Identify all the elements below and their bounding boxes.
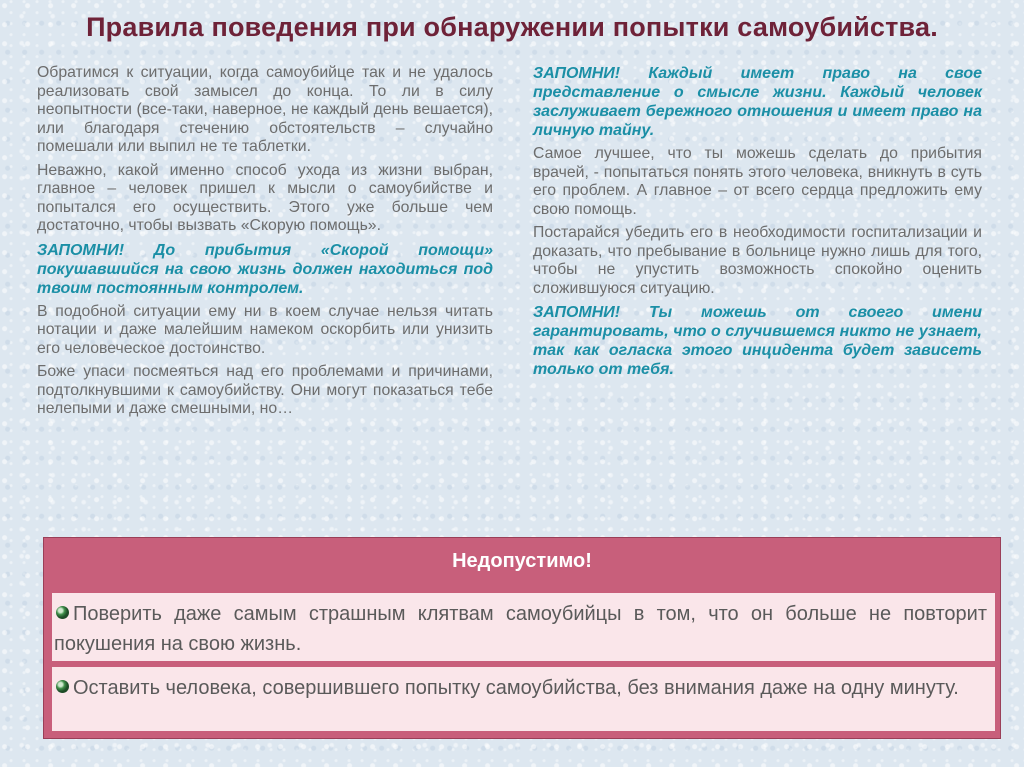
remember-keyword: ЗАПОМНИ! [533, 304, 621, 321]
left-remember-note [37, 241, 493, 298]
right-remember-note-1 [533, 64, 982, 140]
green-sphere-bullet-icon [56, 680, 69, 693]
left-paragraph-1: Обратимся к ситуации, когда самоубийце так и не удалось реализовать свой замысел до конца. То ли в силу неопытности (все-таки, наверное, не каждый день вешается), или благодаря стечению обстоятельств – случайно помешали или выпил не те таблетки. [37, 64, 493, 155]
remember-text: Каждый имеет право на свое представление о смысле жизни. Каждый человек заслуживает бережного отношения и имеет право на личную тайну. [533, 65, 982, 139]
banner-item-text: Оставить человека, совершившего попытку самоубийства, без внимания даже на одну минуту. [73, 677, 959, 699]
remember-keyword: ЗАПОМНИ! [533, 65, 621, 82]
right-paragraph-2: Постарайся убедить его в необходимости госпитализации и доказать, что пребывание в больнице нужно лишь для того, чтобы не упустить возможность спокойно оценить сложившуюся ситуацию. [533, 224, 982, 297]
green-sphere-bullet-icon [56, 606, 69, 619]
left-paragraph-3: В подобной ситуации ему ни в коем случае нельзя читать нотации и даже малейшим намеком оскорбить или унизить его человеческое достоинство. [37, 302, 493, 357]
banner-item-text: Поверить даже самым страшным клятвам самоубийцы в том, что он больше не повторит покушения на свою жизнь. [54, 603, 987, 655]
banner-item [52, 593, 995, 661]
right-column [533, 64, 982, 384]
left-paragraph-4: Боже упаси посмеяться над его проблемами и причинами, подтолкнувшими к самоубийству. Они могут показаться тебе нелепыми и даже смешными, но… [37, 363, 493, 417]
banner-item [52, 667, 995, 731]
slide-title: Правила поведения при обнаружении попытки самоубийства. [86, 12, 938, 42]
left-column [37, 64, 493, 424]
remember-text: Ты можешь от своего имени гарантировать, что о случившемся никто не узнает, так как огласка этого инцидента будет зависеть только от тебя. [533, 304, 982, 378]
forbidden-banner [43, 537, 1001, 739]
right-paragraph-1: Самое лучшее, что ты можешь сделать до прибытия врачей, - попытаться понять этого человека, вникнуть в суть его проблем. А главное – от всего сердца предложить ему свою помощь. [533, 145, 982, 218]
remember-text: До прибытия «Скорой помощи» покушавшийся на свою жизнь должен находиться под твоим постоянным контролем. [37, 241, 493, 297]
remember-keyword: ЗАПОМНИ! [37, 241, 125, 259]
banner-heading: Недопустимо! [452, 550, 592, 572]
right-remember-note-2 [533, 303, 982, 379]
left-paragraph-2: Неважно, какой именно способ ухода из жизни выбран, главное – человек пришел к мысли о самоубийстве и попытался его осуществить. Этого уже больше чем достаточно, чтобы вызвать «Скорую помощь». [37, 161, 493, 234]
